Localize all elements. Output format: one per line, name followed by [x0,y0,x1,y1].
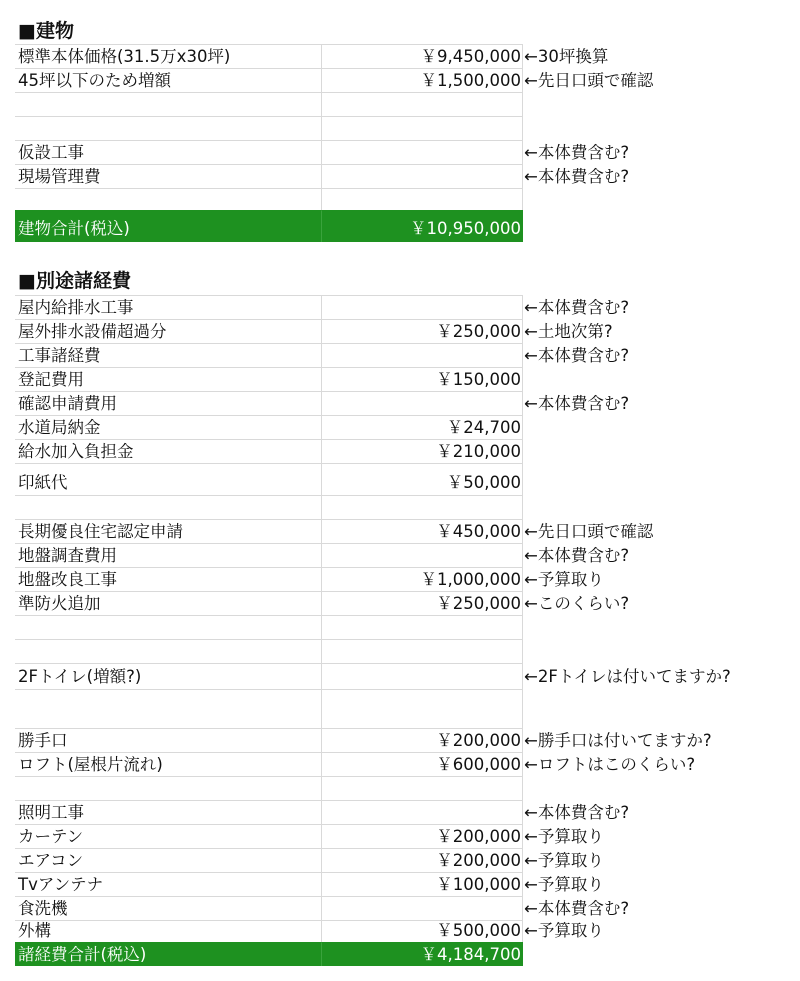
row-label: 仮設工事 [18,143,84,162]
row-amount: ￥9,450,000 [420,47,521,66]
total-row-building [0,210,800,242]
row-amount: ￥50,000 [446,473,521,492]
table-row [0,343,800,367]
table-row [0,689,800,728]
row-note: ←本体費含む? [524,899,630,918]
row-label: 地盤調査費用 [18,546,117,565]
row-label: 登記費用 [18,370,84,389]
table-row [0,391,800,415]
row-label: Tvアンテナ [18,875,104,894]
table-row [0,463,800,495]
total-amount: ￥4,184,700 [420,945,521,964]
section-title-other-costs: ■別途諸経費 [18,270,131,292]
table-row [0,752,800,776]
row-note: ←予算取り [524,921,604,940]
total-row-other-costs [0,942,800,966]
table-row [0,68,800,92]
total-label: 建物合計(税込) [18,219,130,238]
row-amount: ￥250,000 [436,322,521,341]
table-row [0,615,800,639]
row-amount: ￥150,000 [436,370,521,389]
row-label: ロフト(屋根片流れ) [18,755,163,774]
table-row [0,872,800,896]
row-note: ←本体費含む? [524,298,630,317]
row-label: 外構 [18,921,51,940]
row-amount: ￥200,000 [436,851,521,870]
row-note: ←このくらい? [524,594,630,613]
row-label: 45坪以下のため増額 [18,71,171,90]
row-label: エアコン [18,851,84,870]
row-amount: ￥450,000 [436,522,521,541]
row-note: ←予算取り [524,875,604,894]
row-note: ←本体費含む? [524,143,630,162]
table-row [0,439,800,463]
row-label: 水道局納金 [18,418,101,437]
row-label: 勝手口 [18,731,68,750]
table-row [0,800,800,824]
row-note: ←予算取り [524,827,604,846]
row-note: ←本体費含む? [524,546,630,565]
row-note: ←勝手口は付いてますか? [524,731,712,750]
table-row [0,415,800,439]
total-amount: ￥10,950,000 [410,219,521,238]
row-label: 2Fトイレ(増額?) [18,667,142,686]
row-note: ←2Fトイレは付いてますか? [524,667,731,686]
row-label: 屋外排水設備超過分 [18,322,167,341]
row-label: 工事諸経費 [18,346,101,365]
row-note: ←先日口頭で確認 [524,71,654,90]
row-label: カーテン [18,827,84,846]
row-amount: ￥1,500,000 [420,71,521,90]
row-label: 印紙代 [18,473,68,492]
row-label: 食洗機 [18,899,68,918]
total-label: 諸経費合計(税込) [18,945,147,964]
table-row [0,519,800,543]
row-amount: ￥200,000 [436,827,521,846]
row-note: ←本体費含む? [524,394,630,413]
table-row [0,92,800,116]
row-amount: ￥100,000 [436,875,521,894]
row-note: ←ロフトはこのくらい? [524,755,696,774]
row-label: 準防火追加 [18,594,101,613]
row-amount: ￥210,000 [436,442,521,461]
row-label: 屋内給排水工事 [18,298,134,317]
row-amount: ￥500,000 [436,921,521,940]
row-amount: ￥200,000 [436,731,521,750]
table-row [0,543,800,567]
row-label: 給水加入負担金 [18,442,134,461]
table-row [0,728,800,752]
table-row [0,848,800,872]
table-row [0,776,800,800]
row-label: 照明工事 [18,803,84,822]
table-row [0,896,800,920]
row-label: 長期優良住宅認定申請 [18,522,183,541]
table-row [0,663,800,689]
row-amount: ￥1,000,000 [420,570,521,589]
row-label: 地盤改良工事 [18,570,117,589]
row-note: ←本体費含む? [524,803,630,822]
table-row [0,140,800,164]
row-amount: ￥600,000 [436,755,521,774]
table-row [0,164,800,188]
table-row [0,44,800,68]
table-row [0,591,800,615]
row-note: ←先日口頭で確認 [524,522,654,541]
table-row [0,295,800,319]
row-note: ←予算取り [524,570,604,589]
row-note: ←予算取り [524,851,604,870]
table-row [0,367,800,391]
row-note: ←本体費含む? [524,167,630,186]
table-row [0,639,800,663]
row-label: 現場管理費 [18,167,101,186]
row-amount: ￥24,700 [446,418,521,437]
section-title-building: ■建物 [18,20,74,42]
row-amount: ￥250,000 [436,594,521,613]
table-row [0,188,800,210]
row-label: 確認申請費用 [18,394,117,413]
row-note: ←本体費含む? [524,346,630,365]
row-note: ←土地次第? [524,322,613,341]
table-row [0,116,800,140]
table-row [0,920,800,942]
row-label: 標準本体価格(31.5万x30坪) [18,47,231,66]
row-note: ←30坪換算 [524,47,609,66]
table-row [0,319,800,343]
table-row [0,824,800,848]
table-row [0,495,800,519]
table-row [0,567,800,591]
